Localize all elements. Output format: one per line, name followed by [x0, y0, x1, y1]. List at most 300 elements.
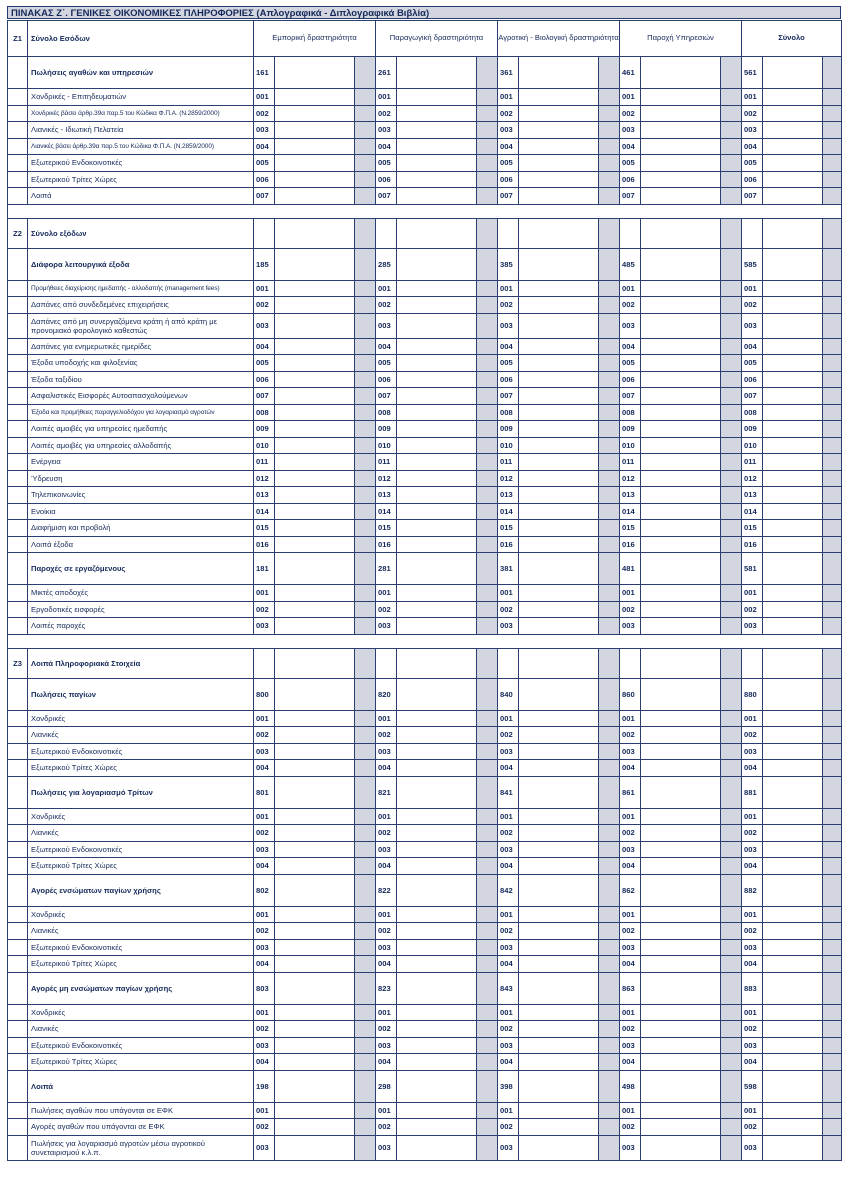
- amount-decimals-input[interactable]: [477, 421, 498, 438]
- amount-input[interactable]: [275, 553, 355, 585]
- amount-decimals-input[interactable]: [599, 1070, 620, 1102]
- amount-decimals-input[interactable]: [721, 972, 742, 1004]
- amount-decimals-input[interactable]: [721, 105, 742, 122]
- amount-decimals-input[interactable]: [721, 743, 742, 760]
- amount-input[interactable]: [641, 1021, 721, 1038]
- amount-input[interactable]: [397, 618, 477, 635]
- amount-decimals-input[interactable]: [355, 421, 376, 438]
- amount-input[interactable]: [763, 678, 823, 710]
- amount-decimals-input[interactable]: [823, 743, 842, 760]
- amount-input[interactable]: [519, 618, 599, 635]
- amount-input[interactable]: [275, 503, 355, 520]
- amount-input[interactable]: [763, 939, 823, 956]
- amount-input[interactable]: [641, 171, 721, 188]
- amount-decimals-input[interactable]: [721, 1070, 742, 1102]
- amount-input[interactable]: [519, 972, 599, 1004]
- amount-input[interactable]: [275, 1054, 355, 1071]
- amount-decimals-input[interactable]: [823, 808, 842, 825]
- amount-decimals-input[interactable]: [721, 601, 742, 618]
- amount-decimals-input[interactable]: [823, 388, 842, 405]
- amount-input[interactable]: [763, 1037, 823, 1054]
- amount-input[interactable]: [763, 1054, 823, 1071]
- amount-decimals-input[interactable]: [477, 89, 498, 106]
- amount-input[interactable]: [397, 338, 477, 355]
- amount-decimals-input[interactable]: [477, 939, 498, 956]
- amount-decimals-input[interactable]: [721, 421, 742, 438]
- amount-input[interactable]: [641, 404, 721, 421]
- amount-decimals-input[interactable]: [823, 776, 842, 808]
- amount-decimals-input[interactable]: [823, 57, 842, 89]
- amount-input[interactable]: [275, 760, 355, 777]
- amount-input[interactable]: [519, 404, 599, 421]
- amount-input[interactable]: [763, 454, 823, 471]
- amount-decimals-input[interactable]: [721, 808, 742, 825]
- amount-input[interactable]: [641, 923, 721, 940]
- amount-decimals-input[interactable]: [355, 470, 376, 487]
- amount-decimals-input[interactable]: [721, 939, 742, 956]
- amount-decimals-input[interactable]: [477, 1102, 498, 1119]
- amount-decimals-input[interactable]: [477, 743, 498, 760]
- amount-decimals-input[interactable]: [599, 727, 620, 744]
- amount-input[interactable]: [519, 939, 599, 956]
- amount-decimals-input[interactable]: [721, 618, 742, 635]
- amount-decimals-input[interactable]: [355, 906, 376, 923]
- amount-decimals-input[interactable]: [599, 371, 620, 388]
- amount-decimals-input[interactable]: [599, 939, 620, 956]
- amount-input[interactable]: [275, 923, 355, 940]
- amount-input[interactable]: [641, 678, 721, 710]
- amount-decimals-input[interactable]: [721, 248, 742, 280]
- amount-decimals-input[interactable]: [823, 454, 842, 471]
- amount-decimals-input[interactable]: [721, 1037, 742, 1054]
- amount-input[interactable]: [519, 454, 599, 471]
- amount-decimals-input[interactable]: [599, 388, 620, 405]
- amount-input[interactable]: [397, 710, 477, 727]
- amount-decimals-input[interactable]: [599, 825, 620, 842]
- amount-input[interactable]: [397, 939, 477, 956]
- amount-decimals-input[interactable]: [477, 171, 498, 188]
- amount-input[interactable]: [519, 956, 599, 973]
- amount-input[interactable]: [519, 585, 599, 602]
- amount-input[interactable]: [763, 421, 823, 438]
- amount-decimals-input[interactable]: [823, 1021, 842, 1038]
- amount-decimals-input[interactable]: [823, 923, 842, 940]
- amount-decimals-input[interactable]: [721, 138, 742, 155]
- amount-decimals-input[interactable]: [355, 338, 376, 355]
- amount-input[interactable]: [519, 1004, 599, 1021]
- amount-decimals-input[interactable]: [355, 122, 376, 139]
- amount-input[interactable]: [763, 1021, 823, 1038]
- amount-decimals-input[interactable]: [355, 760, 376, 777]
- amount-decimals-input[interactable]: [721, 536, 742, 553]
- amount-decimals-input[interactable]: [477, 454, 498, 471]
- amount-decimals-input[interactable]: [477, 404, 498, 421]
- amount-input[interactable]: [641, 536, 721, 553]
- amount-decimals-input[interactable]: [355, 1102, 376, 1119]
- amount-input[interactable]: [763, 437, 823, 454]
- amount-input[interactable]: [275, 874, 355, 906]
- amount-decimals-input[interactable]: [355, 503, 376, 520]
- amount-decimals-input[interactable]: [721, 338, 742, 355]
- amount-decimals-input[interactable]: [477, 858, 498, 875]
- amount-decimals-input[interactable]: [823, 437, 842, 454]
- amount-input[interactable]: [397, 601, 477, 618]
- amount-decimals-input[interactable]: [355, 727, 376, 744]
- amount-decimals-input[interactable]: [599, 89, 620, 106]
- amount-decimals-input[interactable]: [721, 404, 742, 421]
- amount-decimals-input[interactable]: [599, 808, 620, 825]
- amount-input[interactable]: [641, 858, 721, 875]
- amount-input[interactable]: [763, 248, 823, 280]
- amount-input[interactable]: [519, 437, 599, 454]
- amount-input[interactable]: [641, 503, 721, 520]
- amount-decimals-input[interactable]: [599, 503, 620, 520]
- amount-input[interactable]: [641, 906, 721, 923]
- amount-input[interactable]: [397, 906, 477, 923]
- amount-decimals-input[interactable]: [823, 1070, 842, 1102]
- amount-decimals-input[interactable]: [721, 355, 742, 372]
- amount-decimals-input[interactable]: [823, 1004, 842, 1021]
- amount-input[interactable]: [275, 536, 355, 553]
- amount-input[interactable]: [519, 808, 599, 825]
- amount-input[interactable]: [641, 388, 721, 405]
- amount-input[interactable]: [641, 874, 721, 906]
- amount-decimals-input[interactable]: [823, 553, 842, 585]
- amount-decimals-input[interactable]: [599, 1054, 620, 1071]
- amount-input[interactable]: [275, 338, 355, 355]
- amount-input[interactable]: [397, 454, 477, 471]
- amount-input[interactable]: [763, 280, 823, 297]
- amount-input[interactable]: [275, 421, 355, 438]
- amount-input[interactable]: [397, 355, 477, 372]
- amount-input[interactable]: [397, 825, 477, 842]
- amount-input[interactable]: [519, 1021, 599, 1038]
- amount-input[interactable]: [763, 338, 823, 355]
- amount-decimals-input[interactable]: [477, 618, 498, 635]
- amount-decimals-input[interactable]: [823, 825, 842, 842]
- amount-decimals-input[interactable]: [823, 874, 842, 906]
- amount-input[interactable]: [763, 388, 823, 405]
- amount-decimals-input[interactable]: [355, 454, 376, 471]
- amount-input[interactable]: [641, 297, 721, 314]
- amount-input[interactable]: [519, 1119, 599, 1136]
- amount-decimals-input[interactable]: [599, 1004, 620, 1021]
- amount-decimals-input[interactable]: [477, 1037, 498, 1054]
- amount-decimals-input[interactable]: [477, 1135, 498, 1160]
- amount-decimals-input[interactable]: [477, 1070, 498, 1102]
- amount-input[interactable]: [397, 487, 477, 504]
- amount-decimals-input[interactable]: [599, 956, 620, 973]
- amount-decimals-input[interactable]: [599, 313, 620, 338]
- amount-input[interactable]: [763, 825, 823, 842]
- amount-input[interactable]: [397, 1070, 477, 1102]
- amount-decimals-input[interactable]: [355, 1119, 376, 1136]
- amount-decimals-input[interactable]: [599, 1021, 620, 1038]
- amount-decimals-input[interactable]: [721, 1021, 742, 1038]
- amount-input[interactable]: [519, 280, 599, 297]
- amount-input[interactable]: [763, 972, 823, 1004]
- amount-decimals-input[interactable]: [477, 487, 498, 504]
- amount-input[interactable]: [641, 89, 721, 106]
- amount-decimals-input[interactable]: [355, 1021, 376, 1038]
- amount-decimals-input[interactable]: [823, 421, 842, 438]
- amount-input[interactable]: [763, 874, 823, 906]
- amount-input[interactable]: [519, 1102, 599, 1119]
- amount-decimals-input[interactable]: [599, 923, 620, 940]
- amount-input[interactable]: [763, 470, 823, 487]
- amount-decimals-input[interactable]: [355, 520, 376, 537]
- amount-decimals-input[interactable]: [355, 618, 376, 635]
- amount-input[interactable]: [519, 874, 599, 906]
- amount-decimals-input[interactable]: [477, 503, 498, 520]
- amount-input[interactable]: [641, 710, 721, 727]
- amount-decimals-input[interactable]: [355, 972, 376, 1004]
- amount-input[interactable]: [397, 727, 477, 744]
- amount-input[interactable]: [641, 618, 721, 635]
- amount-decimals-input[interactable]: [355, 404, 376, 421]
- amount-decimals-input[interactable]: [721, 297, 742, 314]
- amount-decimals-input[interactable]: [823, 710, 842, 727]
- amount-input[interactable]: [275, 188, 355, 205]
- amount-input[interactable]: [763, 923, 823, 940]
- amount-decimals-input[interactable]: [823, 470, 842, 487]
- amount-decimals-input[interactable]: [599, 760, 620, 777]
- amount-decimals-input[interactable]: [477, 776, 498, 808]
- amount-input[interactable]: [275, 171, 355, 188]
- amount-decimals-input[interactable]: [823, 487, 842, 504]
- amount-decimals-input[interactable]: [477, 1021, 498, 1038]
- amount-input[interactable]: [275, 454, 355, 471]
- amount-decimals-input[interactable]: [355, 776, 376, 808]
- amount-decimals-input[interactable]: [599, 188, 620, 205]
- amount-decimals-input[interactable]: [721, 171, 742, 188]
- amount-input[interactable]: [275, 487, 355, 504]
- amount-decimals-input[interactable]: [599, 57, 620, 89]
- amount-decimals-input[interactable]: [355, 536, 376, 553]
- amount-input[interactable]: [275, 388, 355, 405]
- amount-input[interactable]: [519, 906, 599, 923]
- amount-decimals-input[interactable]: [823, 601, 842, 618]
- amount-decimals-input[interactable]: [599, 280, 620, 297]
- amount-input[interactable]: [275, 138, 355, 155]
- amount-input[interactable]: [275, 437, 355, 454]
- amount-decimals-input[interactable]: [721, 1119, 742, 1136]
- amount-input[interactable]: [275, 1021, 355, 1038]
- amount-decimals-input[interactable]: [721, 155, 742, 172]
- amount-input[interactable]: [519, 371, 599, 388]
- amount-input[interactable]: [397, 923, 477, 940]
- amount-input[interactable]: [641, 553, 721, 585]
- amount-input[interactable]: [519, 188, 599, 205]
- amount-decimals-input[interactable]: [721, 956, 742, 973]
- amount-decimals-input[interactable]: [721, 776, 742, 808]
- amount-decimals-input[interactable]: [721, 923, 742, 940]
- amount-input[interactable]: [763, 906, 823, 923]
- amount-input[interactable]: [397, 743, 477, 760]
- amount-input[interactable]: [641, 487, 721, 504]
- amount-input[interactable]: [763, 297, 823, 314]
- amount-decimals-input[interactable]: [477, 710, 498, 727]
- amount-input[interactable]: [275, 585, 355, 602]
- amount-input[interactable]: [397, 57, 477, 89]
- amount-input[interactable]: [641, 57, 721, 89]
- amount-decimals-input[interactable]: [355, 371, 376, 388]
- amount-input[interactable]: [397, 553, 477, 585]
- amount-decimals-input[interactable]: [355, 858, 376, 875]
- amount-input[interactable]: [641, 939, 721, 956]
- amount-decimals-input[interactable]: [477, 601, 498, 618]
- amount-input[interactable]: [519, 710, 599, 727]
- amount-input[interactable]: [275, 404, 355, 421]
- amount-decimals-input[interactable]: [355, 678, 376, 710]
- amount-decimals-input[interactable]: [721, 487, 742, 504]
- amount-decimals-input[interactable]: [599, 601, 620, 618]
- amount-input[interactable]: [763, 618, 823, 635]
- amount-decimals-input[interactable]: [721, 1054, 742, 1071]
- amount-input[interactable]: [763, 808, 823, 825]
- amount-decimals-input[interactable]: [355, 710, 376, 727]
- amount-input[interactable]: [519, 503, 599, 520]
- amount-input[interactable]: [519, 248, 599, 280]
- amount-decimals-input[interactable]: [355, 280, 376, 297]
- amount-decimals-input[interactable]: [599, 355, 620, 372]
- amount-input[interactable]: [763, 138, 823, 155]
- amount-decimals-input[interactable]: [721, 585, 742, 602]
- amount-decimals-input[interactable]: [823, 122, 842, 139]
- amount-decimals-input[interactable]: [599, 618, 620, 635]
- amount-input[interactable]: [641, 338, 721, 355]
- amount-input[interactable]: [275, 956, 355, 973]
- amount-decimals-input[interactable]: [477, 874, 498, 906]
- amount-input[interactable]: [763, 122, 823, 139]
- amount-input[interactable]: [397, 776, 477, 808]
- amount-decimals-input[interactable]: [599, 874, 620, 906]
- amount-input[interactable]: [275, 841, 355, 858]
- amount-input[interactable]: [519, 57, 599, 89]
- amount-input[interactable]: [641, 122, 721, 139]
- amount-input[interactable]: [519, 678, 599, 710]
- amount-decimals-input[interactable]: [355, 248, 376, 280]
- amount-decimals-input[interactable]: [823, 1054, 842, 1071]
- amount-input[interactable]: [763, 956, 823, 973]
- amount-decimals-input[interactable]: [355, 105, 376, 122]
- amount-input[interactable]: [641, 585, 721, 602]
- amount-decimals-input[interactable]: [823, 355, 842, 372]
- amount-input[interactable]: [641, 760, 721, 777]
- amount-input[interactable]: [519, 760, 599, 777]
- amount-input[interactable]: [641, 1070, 721, 1102]
- amount-input[interactable]: [397, 105, 477, 122]
- amount-decimals-input[interactable]: [477, 1004, 498, 1021]
- amount-decimals-input[interactable]: [477, 1119, 498, 1136]
- amount-input[interactable]: [397, 585, 477, 602]
- amount-decimals-input[interactable]: [477, 553, 498, 585]
- amount-input[interactable]: [397, 138, 477, 155]
- amount-decimals-input[interactable]: [355, 808, 376, 825]
- amount-decimals-input[interactable]: [477, 727, 498, 744]
- amount-decimals-input[interactable]: [823, 188, 842, 205]
- amount-decimals-input[interactable]: [721, 1004, 742, 1021]
- amount-input[interactable]: [275, 1119, 355, 1136]
- amount-input[interactable]: [275, 808, 355, 825]
- amount-decimals-input[interactable]: [721, 553, 742, 585]
- amount-input[interactable]: [397, 1037, 477, 1054]
- amount-input[interactable]: [763, 1135, 823, 1160]
- amount-input[interactable]: [275, 1004, 355, 1021]
- amount-input[interactable]: [519, 727, 599, 744]
- amount-decimals-input[interactable]: [823, 313, 842, 338]
- amount-decimals-input[interactable]: [823, 1119, 842, 1136]
- amount-decimals-input[interactable]: [721, 841, 742, 858]
- amount-input[interactable]: [275, 858, 355, 875]
- amount-input[interactable]: [763, 188, 823, 205]
- amount-decimals-input[interactable]: [823, 939, 842, 956]
- amount-input[interactable]: [275, 618, 355, 635]
- amount-input[interactable]: [275, 89, 355, 106]
- amount-decimals-input[interactable]: [823, 1102, 842, 1119]
- amount-input[interactable]: [275, 248, 355, 280]
- amount-input[interactable]: [519, 487, 599, 504]
- amount-decimals-input[interactable]: [823, 972, 842, 1004]
- amount-input[interactable]: [519, 313, 599, 338]
- amount-input[interactable]: [275, 776, 355, 808]
- amount-decimals-input[interactable]: [823, 520, 842, 537]
- amount-decimals-input[interactable]: [477, 536, 498, 553]
- amount-decimals-input[interactable]: [721, 454, 742, 471]
- amount-decimals-input[interactable]: [355, 841, 376, 858]
- amount-decimals-input[interactable]: [477, 57, 498, 89]
- amount-decimals-input[interactable]: [477, 280, 498, 297]
- amount-input[interactable]: [519, 841, 599, 858]
- amount-decimals-input[interactable]: [599, 585, 620, 602]
- amount-decimals-input[interactable]: [355, 923, 376, 940]
- amount-input[interactable]: [763, 743, 823, 760]
- amount-input[interactable]: [763, 503, 823, 520]
- amount-decimals-input[interactable]: [721, 188, 742, 205]
- amount-input[interactable]: [763, 89, 823, 106]
- amount-decimals-input[interactable]: [599, 487, 620, 504]
- amount-input[interactable]: [519, 536, 599, 553]
- amount-input[interactable]: [397, 678, 477, 710]
- amount-decimals-input[interactable]: [721, 89, 742, 106]
- amount-decimals-input[interactable]: [355, 138, 376, 155]
- amount-input[interactable]: [519, 601, 599, 618]
- amount-input[interactable]: [641, 776, 721, 808]
- amount-decimals-input[interactable]: [823, 1037, 842, 1054]
- amount-input[interactable]: [397, 841, 477, 858]
- amount-input[interactable]: [275, 297, 355, 314]
- amount-decimals-input[interactable]: [355, 553, 376, 585]
- amount-decimals-input[interactable]: [355, 57, 376, 89]
- amount-input[interactable]: [763, 776, 823, 808]
- amount-decimals-input[interactable]: [477, 437, 498, 454]
- amount-input[interactable]: [275, 825, 355, 842]
- amount-decimals-input[interactable]: [355, 956, 376, 973]
- amount-input[interactable]: [519, 1054, 599, 1071]
- amount-input[interactable]: [275, 1135, 355, 1160]
- amount-input[interactable]: [397, 437, 477, 454]
- amount-decimals-input[interactable]: [355, 297, 376, 314]
- amount-decimals-input[interactable]: [823, 138, 842, 155]
- amount-decimals-input[interactable]: [477, 808, 498, 825]
- amount-input[interactable]: [275, 280, 355, 297]
- amount-decimals-input[interactable]: [599, 972, 620, 1004]
- amount-decimals-input[interactable]: [355, 1004, 376, 1021]
- amount-input[interactable]: [641, 972, 721, 1004]
- amount-decimals-input[interactable]: [721, 858, 742, 875]
- amount-input[interactable]: [275, 743, 355, 760]
- amount-decimals-input[interactable]: [721, 710, 742, 727]
